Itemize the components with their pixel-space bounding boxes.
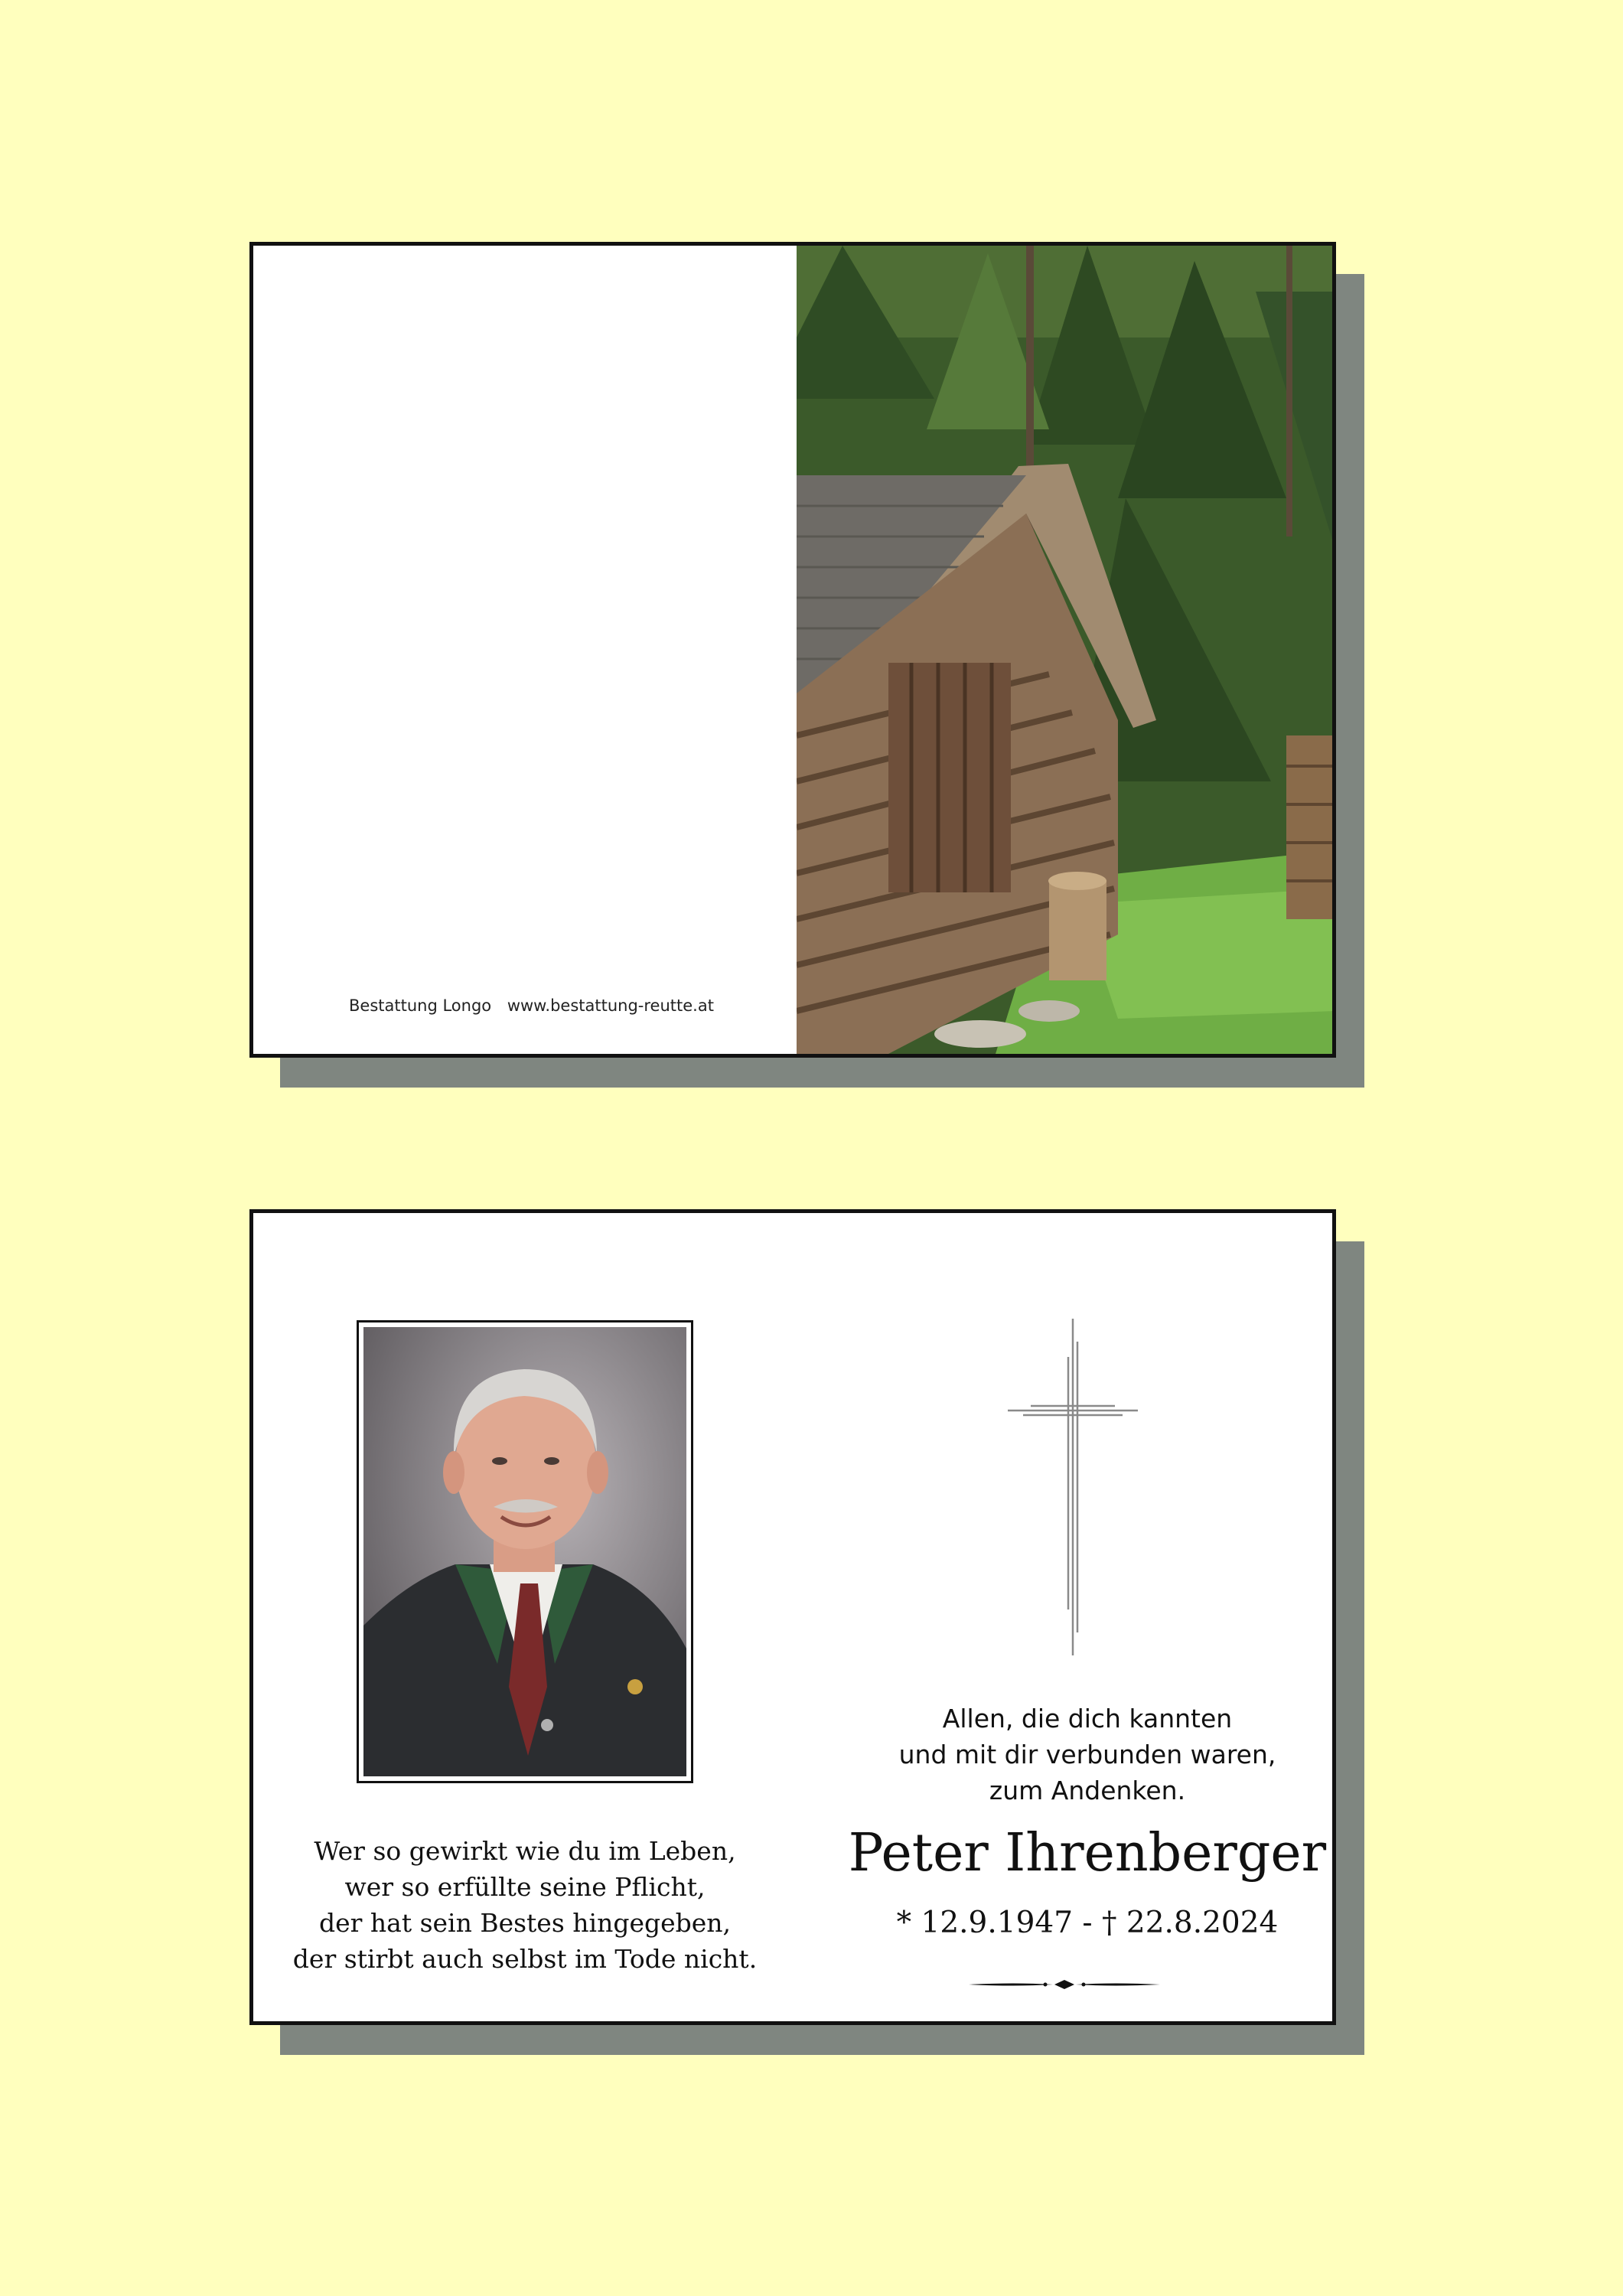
divider-ornament-icon [969, 1978, 1160, 1991]
memorial-verse [269, 1833, 781, 1977]
verse-line: wer so erfüllte seine Pflicht, [344, 1872, 706, 1902]
funeral-home-website: www.bestattung-reutte.at [507, 996, 714, 1015]
verse-line: der stirbt auch selbst im Tode nicht. [292, 1944, 758, 1974]
log-cabin-photo [797, 246, 1336, 1054]
life-dates: * 12.9.1947 - † 22.8.2024 [896, 1906, 1279, 1940]
deceased-name: Peter Ihrenberger [848, 1823, 1327, 1883]
verse-line: der hat sein Bestes hingegeben, [318, 1908, 732, 1938]
funeral-home-name: Bestattung Longo [349, 996, 492, 1015]
dedication-line: Allen, die dich kannten [942, 1704, 1233, 1733]
card-inside [249, 1209, 1336, 2025]
dedication-line: zum Andenken. [989, 1776, 1186, 1805]
dedication-text [850, 1701, 1325, 1808]
portrait-frame [357, 1320, 693, 1783]
funeral-home-credit [349, 996, 714, 1015]
card-front [249, 242, 1336, 1058]
portrait-photo [363, 1327, 686, 1776]
verse-line: Wer so gewirkt wie du im Leben, [314, 1836, 736, 1866]
cross-icon [1000, 1319, 1146, 1655]
dedication-line: und mit dir verbunden waren, [898, 1740, 1276, 1769]
